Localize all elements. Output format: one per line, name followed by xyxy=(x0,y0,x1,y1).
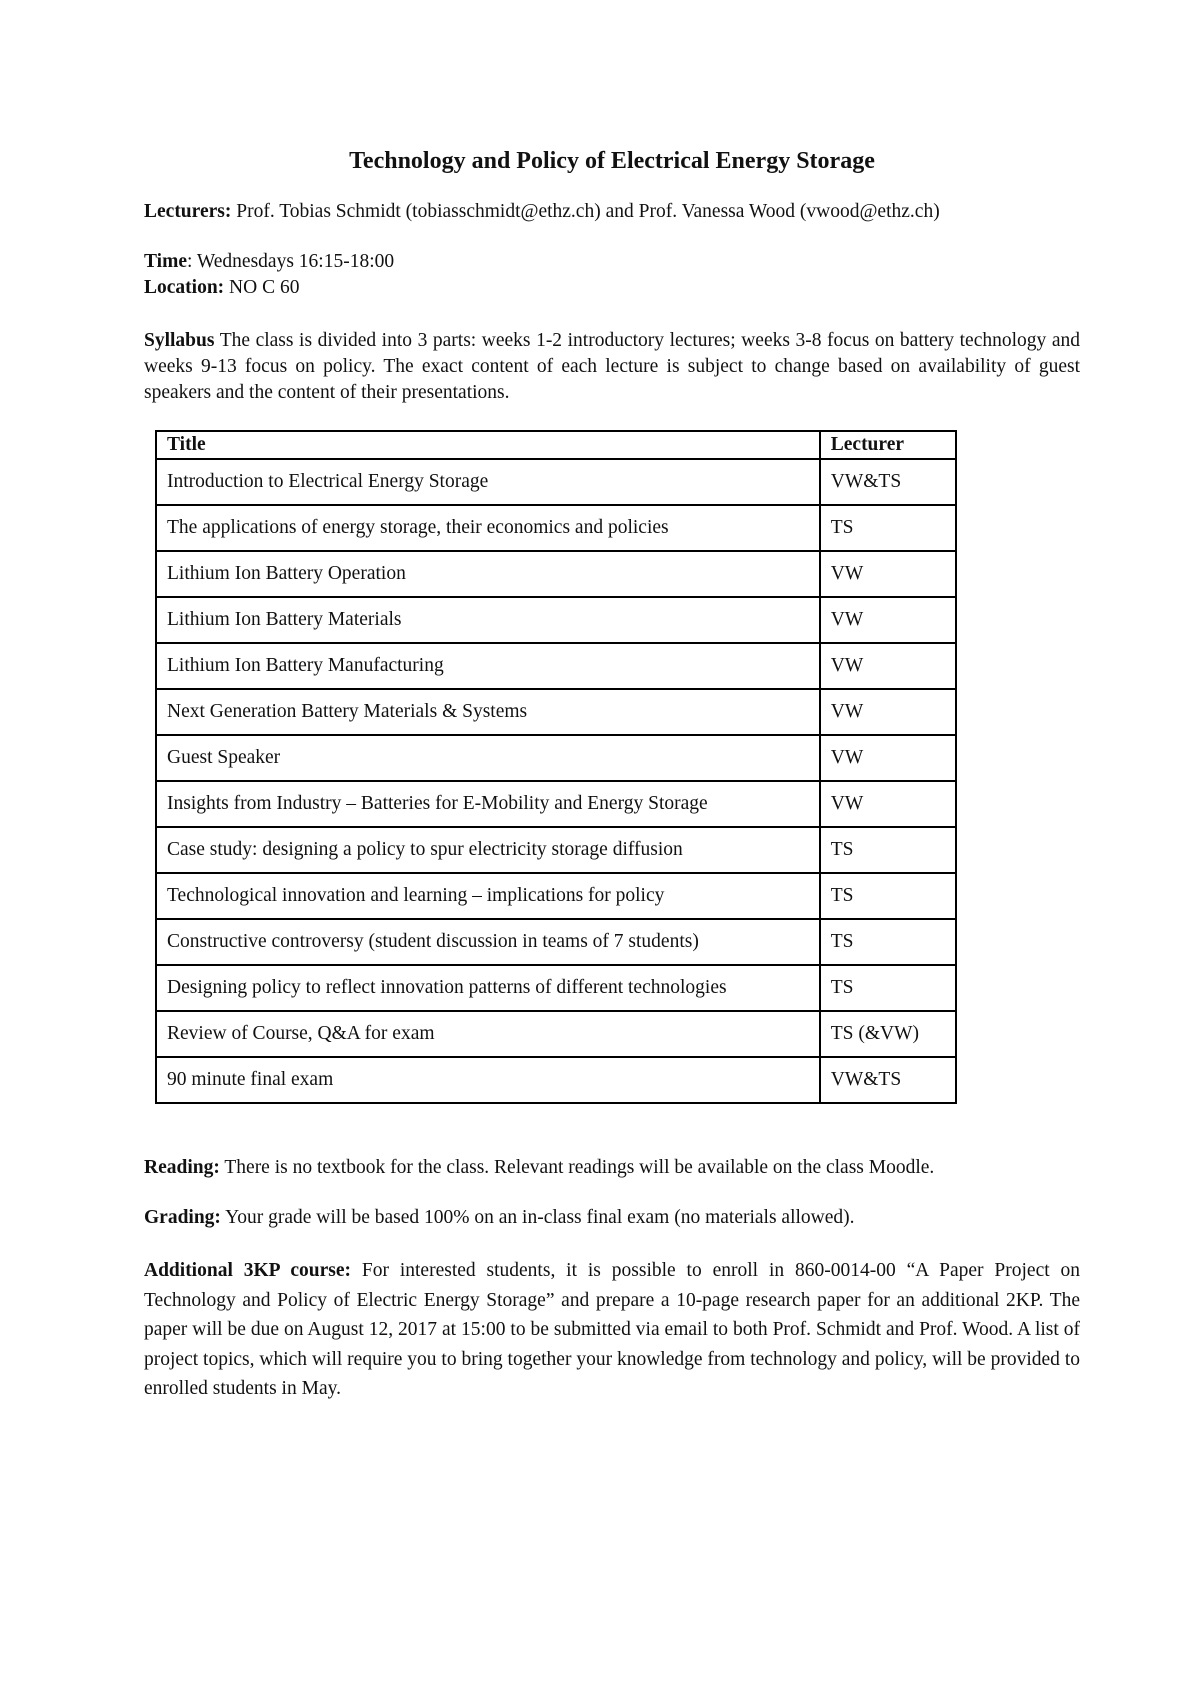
row-lecturer: VW&TS xyxy=(820,459,956,505)
time-line xyxy=(144,249,394,275)
additional-course-paragraph xyxy=(144,1256,1080,1404)
row-title: Lithium Ion Battery Materials xyxy=(156,597,820,643)
row-lecturer: TS xyxy=(820,827,956,873)
table-row xyxy=(156,689,956,735)
row-title: 90 minute final exam xyxy=(156,1057,820,1103)
syllabus-paragraph xyxy=(144,328,1080,406)
table-header-row xyxy=(156,431,956,459)
lecturers-value: Prof. Tobias Schmidt (tobiasschmidt@ethz.ch) and Prof. Vanessa Wood (vwood@ethz.ch) xyxy=(236,201,940,222)
table-row xyxy=(156,873,956,919)
row-lecturer: TS xyxy=(820,965,956,1011)
reading-label: Reading: xyxy=(144,1157,220,1178)
schedule-table xyxy=(155,430,957,1104)
row-lecturer: VW xyxy=(820,643,956,689)
row-title: Review of Course, Q&A for exam xyxy=(156,1011,820,1057)
syllabus-label: Syllabus xyxy=(144,330,215,351)
table-row xyxy=(156,781,956,827)
location-label: Location: xyxy=(144,277,225,298)
table-row xyxy=(156,643,956,689)
location-value: NO C 60 xyxy=(229,277,300,298)
table-row xyxy=(156,1057,956,1103)
grading-label: Grading: xyxy=(144,1207,221,1228)
row-title: Next Generation Battery Materials & Systems xyxy=(156,689,820,735)
row-lecturer: VW xyxy=(820,689,956,735)
table-row xyxy=(156,597,956,643)
row-title: Constructive controversy (student discussion in teams of 7 students) xyxy=(156,919,820,965)
reading-text: There is no textbook for the class. Relevant readings will be available on the class Moodle. xyxy=(224,1157,935,1178)
table-row xyxy=(156,827,956,873)
row-title: Case study: designing a policy to spur electricity storage diffusion xyxy=(156,827,820,873)
grading-text: Your grade will be based 100% on an in-class final exam (no materials allowed). xyxy=(225,1207,855,1228)
row-lecturer: TS xyxy=(820,505,956,551)
header-title: Title xyxy=(156,431,820,459)
table-row xyxy=(156,965,956,1011)
row-title: The applications of energy storage, their economics and policies xyxy=(156,505,820,551)
reading-line xyxy=(144,1155,934,1181)
row-lecturer: VW xyxy=(820,781,956,827)
row-lecturer: VW&TS xyxy=(820,1057,956,1103)
row-title: Insights from Industry – Batteries for E-Mobility and Energy Storage xyxy=(156,781,820,827)
additional-label: Additional 3KP course: xyxy=(144,1260,352,1281)
row-title: Technological innovation and learning – implications for policy xyxy=(156,873,820,919)
lecturers-label: Lecturers: xyxy=(144,201,232,222)
syllabus-text: The class is divided into 3 parts: weeks 1-2 introductory lectures; weeks 3-8 focus on battery technology and weeks 9-13 focus on policy. The exact content of each lecture is subject to change based on availability of guest speakers and the content of their presentations. xyxy=(144,330,1080,403)
row-lecturer: TS (&VW) xyxy=(820,1011,956,1057)
table-row xyxy=(156,1011,956,1057)
row-title: Lithium Ion Battery Manufacturing xyxy=(156,643,820,689)
table-row xyxy=(156,735,956,781)
row-lecturer: TS xyxy=(820,873,956,919)
time-value: : Wednesdays 16:15-18:00 xyxy=(186,251,395,272)
additional-text: For interested students, it is possible to enroll in 860-0014-00 “A Paper Project on Technology and Policy of Electric Energy Storage” and prepare a 10-page research paper for an additional 2KP. The paper will be due on August 12, 2017 at 15:00 to be submitted via email to both Prof. Schmidt and Prof. Wood. A list of project topics, which will require you to bring together your knowledge from technology and policy, will be provided to enrolled students in May. xyxy=(144,1260,1081,1399)
time-label: Time xyxy=(144,251,187,272)
document-title: Technology and Policy of Electrical Energy Storage xyxy=(349,148,875,174)
row-title: Guest Speaker xyxy=(156,735,820,781)
grading-line xyxy=(144,1205,855,1231)
row-lecturer: VW xyxy=(820,735,956,781)
header-lecturer: Lecturer xyxy=(820,431,956,459)
location-line xyxy=(144,275,299,301)
row-lecturer: TS xyxy=(820,919,956,965)
lecturers-line xyxy=(144,199,940,225)
row-title: Designing policy to reflect innovation patterns of different technologies xyxy=(156,965,820,1011)
table-row xyxy=(156,919,956,965)
row-title: Lithium Ion Battery Operation xyxy=(156,551,820,597)
row-title: Introduction to Electrical Energy Storage xyxy=(156,459,820,505)
table-row xyxy=(156,551,956,597)
table-row xyxy=(156,505,956,551)
row-lecturer: VW xyxy=(820,551,956,597)
table-row xyxy=(156,459,956,505)
row-lecturer: VW xyxy=(820,597,956,643)
